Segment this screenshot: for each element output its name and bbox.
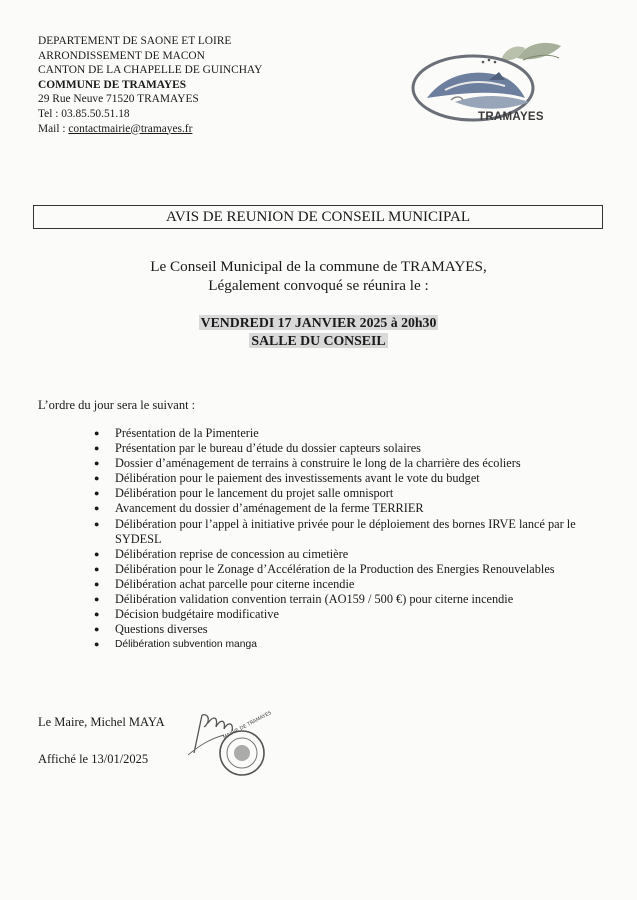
signature-stamp	[180, 705, 280, 780]
notice-title: AVIS DE REUNION DE CONSEIL MUNICIPAL	[33, 205, 603, 229]
agenda-item: ● Délibération subvention manga	[94, 639, 257, 651]
posted-date: Affiché le 13/01/2025	[38, 752, 149, 766]
meeting-place: SALLE DU CONSEIL	[251, 333, 386, 348]
bullet-icon: ●	[94, 503, 100, 514]
agenda-item: ● Avancement du dossier d’aménagement de la ferme TERRIER	[94, 501, 424, 516]
header-arrondissement: ARRONDISSEMENT DE MACON	[38, 49, 205, 62]
header-address: 29 Rue Neuve 71520 TRAMAYES	[38, 93, 199, 106]
bullet-icon: ●	[94, 609, 100, 620]
meeting-date: VENDREDI 17 JANVIER 2025 à 20h30	[200, 315, 437, 330]
agenda-item: ● Présentation par le bureau d’étude du dossier capteurs solaires	[94, 441, 421, 456]
agenda-item: ● Délibération pour le lancement du projet salle omnisport	[94, 486, 394, 501]
meeting-date-line	[0, 315, 637, 331]
header-canton: CANTON DE LA CHAPELLE DE GUINCHAY	[38, 64, 263, 77]
svg-text:MAIRIE DE TRAMAYES: MAIRIE DE TRAMAYES	[222, 710, 273, 741]
intro-line-2: Légalement convoqué se réunira le :	[208, 277, 429, 294]
intro-line-1: Le Conseil Municipal de la commune de TRAMAYES,	[150, 258, 487, 275]
logo-hill-light	[455, 96, 529, 109]
agenda-item: ● Délibération pour l’appel à initiative privée pour le déploiement des bornes IRVE lancé par le SYDESL	[94, 516, 576, 546]
agenda-item: ● Délibération pour le Zonage d’Accélération de la Production des Energies Renouvelables	[94, 561, 555, 576]
meeting-place-line	[0, 333, 637, 349]
header-mail-label: Mail :	[38, 122, 69, 135]
agenda-item: ● Délibération reprise de concession au cimetière	[94, 546, 349, 561]
letterhead	[38, 34, 262, 136]
header-department: DEPARTEMENT DE SAONE ET LOIRE	[38, 35, 232, 47]
agenda-intro: L’ordre du jour sera le suivant :	[38, 398, 196, 412]
bullet-icon: ●	[94, 443, 100, 454]
header-mail-line	[38, 122, 262, 137]
agenda-item: ● Décision budgétaire modificative	[94, 607, 279, 622]
agenda-item: ● Dossier d’aménagement de terrains à construire le long de la charrière des écoliers	[94, 456, 521, 471]
bullet-icon: ●	[94, 594, 100, 605]
logo-text: TRAMAYES	[478, 111, 544, 123]
bullet-icon: ●	[94, 458, 100, 469]
bullet-icon: ●	[94, 639, 100, 650]
bullet-icon: ●	[94, 473, 100, 484]
bullet-icon: ●	[94, 548, 100, 559]
bullet-icon: ●	[94, 578, 100, 589]
bullet-icon: ●	[94, 624, 100, 635]
agenda-list	[94, 426, 614, 652]
header-phone: Tel : 03.85.50.51.18	[38, 107, 130, 120]
agenda-item: ● Présentation de la Pimenterie	[94, 426, 259, 440]
agenda-item: ● Délibération achat parcelle pour citerne incendie	[94, 576, 355, 591]
agenda-item: ● Délibération pour le paiement des investissements avant le vote du budget	[94, 471, 480, 486]
header-commune: COMMUNE DE TRAMAYES	[38, 78, 187, 91]
bullet-icon: ●	[94, 563, 100, 574]
bullet-icon: ●	[94, 428, 100, 438]
bullet-icon: ●	[94, 488, 100, 499]
logo-hill-blue	[427, 73, 525, 98]
header-mail-link[interactable]: contactmairie@tramayes.fr	[68, 122, 193, 135]
agenda-item: ● Questions diverses	[94, 622, 208, 637]
bullet-icon: ●	[94, 518, 100, 529]
agenda-item: ● Délibération validation convention terrain (AO159 / 500 €) pour citerne incendie	[94, 592, 514, 607]
mayor-signature-line: Le Maire, Michel MAYA	[38, 715, 165, 729]
